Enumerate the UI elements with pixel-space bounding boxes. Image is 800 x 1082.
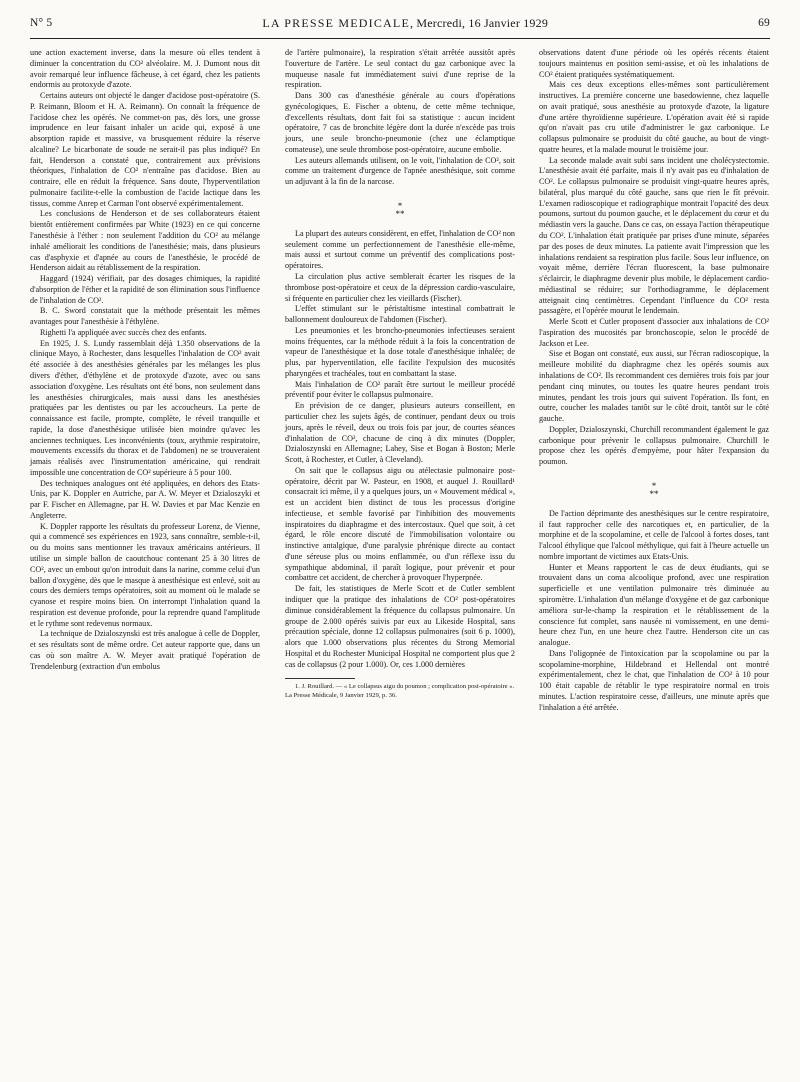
paragraph: La seconde malade avait subi sans incident une cholécystectomie. L'anesthésie avait été parfaite, mais il n'y avait pas eu d'inhalation de CO². Le collapsus pulmonaire se produisit vingt-quatre heures après, bilatéral, plus marqué du côté gauche, sans que rien le fît prévoir. L'examen radioscopique et radiographique montrait l'opacité des deux poumons, surtout du poumon gauche, et le déplacement du cœur et du médiastin vers la gauche. Dans ce cas, on essaya l'action thérapeutique du CO². L'inhalation était pratiquée par prises d'une minute, séparées par des poses de deux minutes. La patiente avait l'impression que les inhalations rendaient sa respiration plus facile. Sous leur influence, on voyait même, derrière l'écran fluorescent, la base pulmonaire s'éclaircir, le diaphragme devenir plus mobile, le déplacement cardio-médiastinal se réduire; sur l'orthodiagramme, le déplacement atteignait cinq centimètres. Cependant l'influence du CO² resta passagère, et l'opérée mourut le lendemain. [539, 155, 769, 316]
separator-bottom: ** [649, 488, 659, 499]
paragraph: Mais l'inhalation de CO² paraît être surtout le meilleur procédé préventif pour éviter le collapsus pulmonaire. [285, 379, 515, 400]
paragraph: une action exactement inverse, dans la mesure où elles tendent à diminuer la concentration du CO² alvéolaire. M. J. Dumont nous dit avoir remarqué leur influence fâcheuse, à cet égard, chez les patients endormis au protoxyde d'azote. [30, 48, 260, 90]
paragraph: La technique de Dzialoszynski est très analogue à celle de Doppler, et ses résultats sont de même ordre. Cet auteur rapporte que, dans un cas où son maître A. W. Meyer avait pratiqué l'opération de Trendelenburg (extraction d'un embolus [30, 629, 260, 671]
paragraph: Les pneumonies et les broncho-pneumonies infectieuses seraient moins fréquentes, car la méthode réduit à la fois la concentration de vapeur de l'anesthésique et la dose totale d'anesthésique inhalée; de plus, par hyperventilation, elle facilite l'expulsion des mucosités pharyngées et trachéales, tout en combattant la stase. [285, 325, 515, 378]
paragraph: En 1925, J. S. Lundy rassemblait déjà 1.350 observations de la clinique Mayo, à Rochester, dans lesquelles l'inhalation de CO² avait été associée à des anesthésies générales par les mélanges les plus divers d'éther, d'éthylène et de protoxyde d'azote, avec ou sans association d'oxygène. Les résultats ont été bons, non seulement dans les anesthésies chirurgicales, mais aussi dans les anesthésies pratiquées par les dentistes ou par les accoucheurs. La perte de connaissance est facile, prompte, complète, le réveil tranquille et rapide, la dose d'anesthésique utilisée bien moindre qu'avec les anciennes techniques. Les inconvénients (toux, arythmie respiratoire, mouvements excessifs du thorax et de l'abdomen) ne se trouveraient jamais réalisés avec l'instrumentation américaine, qui rendrait impossible une concentration de CO² supérieure à 5 pour 100. [30, 338, 260, 477]
section-separator [285, 202, 515, 219]
separator-bottom: ** [395, 208, 405, 219]
issue-date: Mercredi, 16 Janvier 1929 [416, 15, 549, 30]
paragraph: Sise et Bogan ont constaté, eux aussi, sur l'écran radioscopique, la meilleure mobilité du diaphragme chez les opérés soumis aux inhalations de CO². Ils recommandent ces dernières trois fois par jour pendant cinq minutes, ou toutes les quatre heures pendant trois minutes, pendant les trois jours qui suivent l'opération. Ils font, en outre, coucher les malades tantôt sur le côté droit, tantôt sur le côté gauche. [539, 349, 769, 424]
paragraph: La plupart des auteurs considèrent, en effet, l'inhalation de CO² non seulement comme un perfectionnement de l'anesthésie elle-même, mais aussi et surtout comme un préventif des complications post-opératoires. [285, 228, 515, 271]
paragraph: Les conclusions de Henderson et de ses collaborateurs étaient bientôt entièrement confirmées par White (1923) en ce qui concerne l'anesthésie à l'éther : non seulement l'addition du CO² au mélange inhalé améliorait les conditions de l'anesthésie; mais, dans plusieurs cas d'asphyxie et d'apnée au cours de l'anesthésie, le procédé de Henderson aidait au rétablissement de la respiration. [30, 209, 260, 273]
paragraph: Les auteurs allemands utilisent, on le voit, l'inhalation de CO², soit comme un traitement d'urgence de l'apnée anesthésique, soit comme un adjuvant à la fin de la narcose. [285, 155, 515, 187]
column-2 [285, 48, 515, 700]
masthead: LA PRESSE MEDICALE, Mercredi, 16 Janvier 1929 [262, 15, 549, 30]
paragraph: Merle Scott et Cutler proposent d'associer aux inhalations de CO² l'aspiration des mucosités par bronchoscopie, selon le procédé de Jackson et Lee. [539, 317, 769, 348]
paragraph: observations datent d'une période où les opérés récents étaient toujours maintenus en position semi-assise, et où les inhalations de CO² étaient pratiquées systématiquement. [539, 48, 769, 79]
paragraph: Certains auteurs ont objecté le danger d'acidose post-opératoire (S. P. Reimann, Bloom et H. A. Reimann). On connaît la fréquence de l'acidose chez les opérés. Ne commet-on pas, dès lors, une grosse imprudence en leur faisant inhaler un acide qui, exposé à une absorption rapide et massive, va brusquement réduire la réserve alcaline? Le bicarbonate de soude ne serait-il pas plus indiqué? En fait, Henderson a constaté que, contrairement aux prévisions théoriques, l'inhalation de CO² n'entraîne pas d'acidose. Bien au contraire, elle en réduit la fréquence. Sans doute, l'hyperventilation pulmonaire facilite-t-elle la combustion de l'acide lactique dans les tissus, comme Anrep et Carman l'ont observé expérimentalement. [30, 91, 260, 208]
column-3 [539, 48, 769, 713]
paragraph: Hunter et Means rapportent le cas de deux étudiants, qui se trouvaient dans un coma alcoolique profond, avec une respiration superficielle et une ventilation pulmonaire très diminuée au spiromètre. L'inhalation d'un mélange d'oxygène et de gaz carbonique améliora sur-le-champ la respiration et le rétablissement de la conscience fut complet, sans nausée ni vomissement, en une demi-heure chez l'un, en une heure chez l'autre. Henderson cite un cas analogue. [539, 562, 769, 648]
paragraph: Dans 300 cas d'anesthésie générale au cours d'opérations gynécologiques, E. Fischer a obtenu, de cette même technique, d'excellents résultats, dont fait foi sa statistique : aucun incident opératoire, 7 cas de bronchite légère dont la durée n'excède pas trois jours, une seule broncho-pneumonie (chez une éclamptique comateuse), une seule thrombose post-opératoire, aucune embolie. [285, 91, 515, 154]
paragraph: L'effet stimulant sur le péristaltisme intestinal combattrait le ballonnement douloureux de l'abdomen (Fischer). [285, 304, 515, 325]
paragraph: Des techniques analogues ont été appliquées, en dehors des Etats-Unis, par K. Doppler en Autriche, par A. W. Meyer et Dzialoszyki et par F. Fischer en Allemagne, par H. W. Davies et par Mac Kenzie en Angleterre. [30, 478, 260, 520]
paragraph: Dans l'oligopnée de l'intoxication par la scopolamine ou par la scopolamine-morphine, Hildebrand et Hellendal ont montré expérimentalement, chez le chat, que l'inhalation de CO² à 10 pour 100 était capable de rétablir le type respiratoire normal en trois minutes. L'action respiratoire cesse, d'ailleurs, une minute après que l'inhalation a été arrêtée. [539, 648, 769, 712]
page-header [30, 8, 770, 39]
paragraph: K. Doppler rapporte les résultats du professeur Lorenz, de Vienne, qui a commencé ses expériences en 1923, sans connaître, semble-t-il, ou du moins sans mentionner les travaux américains antérieurs. Il utilise un simple ballon de caoutchouc contenant 25 à 30 litres de CO², avec un embout qu'on introduit dans la narine, comme celui d'un ballon d'oxygène, dès que le masque à anesthésique est enlevé, soit au cours des derniers temps opératoires, soit au moment où le malade se cyanose et respire moins bien. On interrompt l'inhalation quand la respiration est devenue profonde, pour la reprendre quand l'amplitude et le rythme sont redevenus normaux. [30, 521, 260, 628]
paragraph: de l'artère pulmonaire), la respiration s'était arrêtée aussitôt après l'ouverture de l'artère. Le seul contact du gaz carbonique avec la muqueuse nasale fut immédiatement suivi d'une reprise de la respiration. [285, 48, 515, 90]
section-separator [539, 482, 769, 499]
paragraph: En prévision de ce danger, plusieurs auteurs conseillent, en particulier chez les sujets âgés, de continuer, pendant deux ou trois jours, après le réveil, deux ou trois fois par jour, de courtes séances d'inhalation de CO², chacune de cinq à dix minutes (Doppler, Dzialoszynski en Allemagne; Lahey, Sise et Bogan à Boston; Merle Scott, à Rochester, et Cutler, à Cleveland). [285, 401, 515, 465]
paragraph: Haggard (1924) vérifiait, par des dosages chimiques, la rapidité d'absorption de l'éther et la rapidité de son élimination sous l'influence de l'inhalation de CO². [30, 274, 260, 305]
paragraph: Mais ces deux exceptions elles-mêmes sont particulièrement instructives. La première concerne une basedowienne, chez laquelle on avait pratiqué, sous anesthésie au protoxyde d'azote, la ligature d'une artère thyroïdienne supérieure. L'opération avait été si rapide qu'on n'avait pas cru utile d'administrer le gaz carbonique. Le collapsus pulmonaire se produisit du côté gauche, au bout de vingt-quatre heures, et la malade mourut le troisième jour. [539, 80, 769, 154]
footnote: 1. J. Rouillard. — « Le collapsus aigu du poumon ; complication post-opératoire ». La Presse Médicale, 9 Janvier 1929, p. 36. [285, 683, 515, 699]
paragraph: La circulation plus active semblerait écarter les risques de la thrombose post-opératoire et ceux de la dépression cardio-vasculaire, si fréquente en particulier chez les vieillards (Fischer). [285, 272, 515, 303]
page-number-right: 69 [758, 17, 770, 29]
separator-top: * [397, 200, 403, 211]
page-number-left: N° 5 [30, 17, 53, 29]
footnote-rule [285, 678, 355, 679]
column-1 [30, 48, 260, 672]
paragraph: De l'action déprimante des anesthésiques sur le centre respiratoire, il faut rapprocher celle des narcotiques et, en particulier, de la morphine et de la scopolamine, et celle de l'alcool à fortes doses, tant l'alcool éthylique que l'alcool méthylique, qui fait à l'heure actuelle un nombre important de victimes aux Etats-Unis. [539, 508, 769, 561]
paragraph: Doppler, Dzialoszynski, Churchill recommandent également le gaz carbonique pour prévenir le collapsus pulmonaire. Churchill le propose chez les opérés d'empyème, pour hâter l'expansion du poumon. [539, 424, 769, 467]
paragraph: B. C. Sword constatait que la méthode présentait les mêmes avantages pour l'anesthésie à l'éthylène. [30, 306, 260, 327]
paragraph: De fait, les statistiques de Merle Scott et de Cutler semblent indiquer que la pratique des inhalations de CO² post-opératoires diminue considérablement la fréquence du collapsus pulmonaire. Un groupe de 2.000 opérés suivis par eux au Likeside Hospital, sans précaution spéciale, donne 12 collapsus pulmonaires (soit 6 p. 1000), alors que 1.000 observations plus récentes du Strong Memorial Hospital et du Rochester Municipal Hospital ne comportent plus que 2 cas de collapsus (2 pour 1.000). Or, ces 1.000 dernières [285, 584, 515, 669]
paragraph: On sait que le collapsus aigu ou atélectasie pulmonaire post-opératoire, décrit par W. Pasteur, en 1908, et auquel J. Rouillard¹ consacrait ici même, il y a quelques jours, un « Mouvement médical », est un accident bien distinct de tous les processus d'origine infectieuse, et semble favorisé par l'inhibition des mouvements inspiratoires du diaphragme et des intercostaux. Quel que soit, à cet égard, le rôle encore discuté de l'immobilisation volontaire ou instinctive antalgique, d'une paralysie phrénique directe au contact d'une séreuse plus ou moins enflammée, ou d'un réflexe issu du sympathique abdominal, il paraît logique, pour prévenir et pour combattre cet accident, de chercher à provoquer l'hyperpnée. [285, 465, 515, 583]
journal-title: LA PRESSE MEDICALE [262, 15, 410, 30]
paragraph: Righetti l'a appliquée avec succès chez des enfants. [40, 327, 207, 337]
separator-top: * [651, 480, 657, 491]
